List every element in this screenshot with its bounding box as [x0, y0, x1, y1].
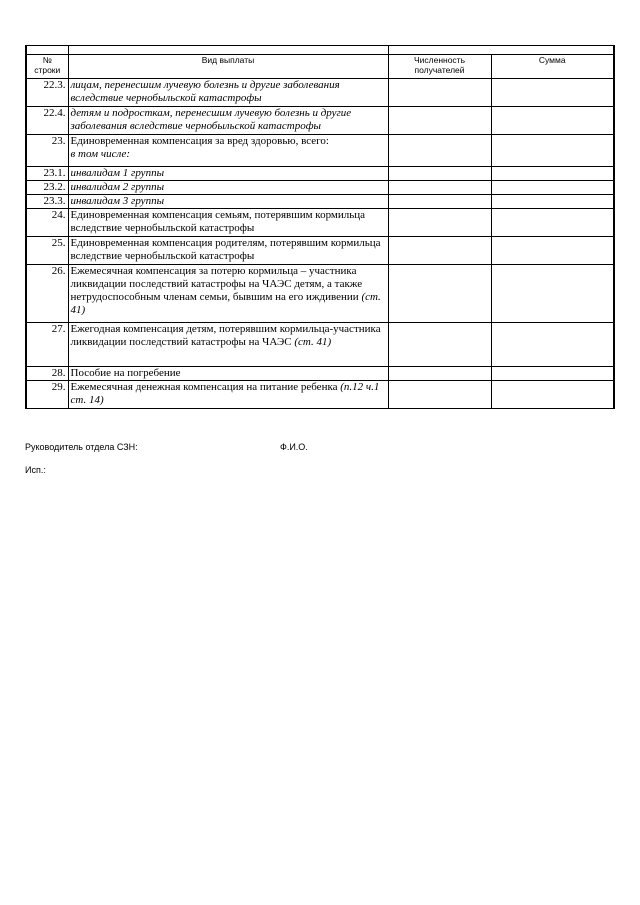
header-name: Вид выплаты: [68, 55, 388, 79]
row-count-cell: [388, 107, 491, 135]
row-sum-cell: [491, 323, 614, 367]
row-sum-cell: [491, 381, 614, 409]
table-row: [26, 237, 614, 265]
row-count-cell: [388, 265, 491, 323]
table-header-row: [26, 55, 614, 79]
header-sum: Сумма: [491, 55, 614, 79]
row-count-cell: [388, 135, 491, 167]
row-description: лицам, перенесшим лучевую болезнь и другие заболевания вследствие чернобыльской катастрофы: [68, 79, 388, 107]
row-note: (п.12 ч.1 ст. 14): [70, 381, 380, 406]
row-sum-cell: [491, 209, 614, 237]
row-count-cell: [388, 323, 491, 367]
row-sum-cell: [491, 195, 614, 209]
row-description: Единовременная компенсация семьям, потерявшим кормильца вследствие чернобыльской катастрофы: [68, 209, 388, 237]
row-description: [68, 135, 388, 167]
row-note: в том числе:: [70, 148, 131, 160]
row-count-cell: [388, 181, 491, 195]
row-count-cell: [388, 237, 491, 265]
head-of-department-label: Руководитель отдела СЗН:: [25, 442, 138, 452]
row-count-cell: [388, 195, 491, 209]
payments-table: [25, 45, 615, 409]
row-number: 23.1.: [26, 167, 68, 181]
row-sum-cell: [491, 167, 614, 181]
row-text: Единовременная компенсация за вред здоровью, всего:: [70, 135, 329, 147]
row-count-cell: [388, 381, 491, 409]
row-description: инвалидам 3 группы: [68, 195, 388, 209]
table-row: [26, 79, 614, 107]
row-description: Единовременная компенсация родителям, потерявшим кормильца вследствие чернобыльской катастрофы: [68, 237, 388, 265]
row-sum-cell: [491, 367, 614, 381]
row-sum-cell: [491, 181, 614, 195]
row-description: [68, 381, 388, 409]
row-number: 23.3.: [26, 195, 68, 209]
row-sum-cell: [491, 265, 614, 323]
table-row: [26, 381, 614, 409]
row-text: Ежегодная компенсация детям, потерявшим кормильца-участника ликвидации последствий катастрофы на ЧАЭС: [70, 323, 381, 348]
row-count-cell: [388, 367, 491, 381]
row-sum-cell: [491, 79, 614, 107]
table-top-row: [26, 46, 614, 55]
row-description: [68, 265, 388, 323]
row-number: 24.: [26, 209, 68, 237]
row-count-cell: [388, 167, 491, 181]
row-sum-cell: [491, 135, 614, 167]
row-number: 26.: [26, 265, 68, 323]
header-num: № строки: [26, 55, 68, 79]
table-row: [26, 107, 614, 135]
row-number: 23.: [26, 135, 68, 167]
row-number: 28.: [26, 367, 68, 381]
table-row: [26, 367, 614, 381]
table-row: [26, 209, 614, 237]
table-row: [26, 265, 614, 323]
row-text: Ежемесячная компенсация за потерю кормильца – участника ликвидации последствий катастрофы на ЧАЭС детям, а также нетрудоспособным членам семьи, бывшим на его иждивении: [70, 265, 363, 303]
row-number: 23.2.: [26, 181, 68, 195]
row-text: Ежемесячная денежная компенсация на питание ребенка: [70, 381, 338, 393]
row-description: [68, 323, 388, 367]
row-number: 22.4.: [26, 107, 68, 135]
row-count-cell: [388, 209, 491, 237]
row-number: 25.: [26, 237, 68, 265]
row-description: инвалидам 2 группы: [68, 181, 388, 195]
table-row: [26, 195, 614, 209]
row-description: детям и подросткам, перенесшим лучевую болезнь и другие заболевания вследствие чернобыльской катастрофы: [68, 107, 388, 135]
row-sum-cell: [491, 107, 614, 135]
row-description: Пособие на погребение: [68, 367, 388, 381]
row-note: (ст. 41): [70, 291, 381, 316]
header-count: Численность получателей: [388, 55, 491, 79]
row-description: инвалидам 1 группы: [68, 167, 388, 181]
row-sum-cell: [491, 237, 614, 265]
table-row: [26, 323, 614, 367]
row-note: (ст. 41): [294, 336, 332, 348]
table-row: [26, 181, 614, 195]
row-number: 29.: [26, 381, 68, 409]
row-count-cell: [388, 79, 491, 107]
table-row: [26, 135, 614, 167]
table-row: [26, 167, 614, 181]
executor-label: Исп.:: [25, 465, 46, 475]
row-number: 22.3.: [26, 79, 68, 107]
row-number: 27.: [26, 323, 68, 367]
fio-label: Ф.И.О.: [280, 442, 308, 452]
